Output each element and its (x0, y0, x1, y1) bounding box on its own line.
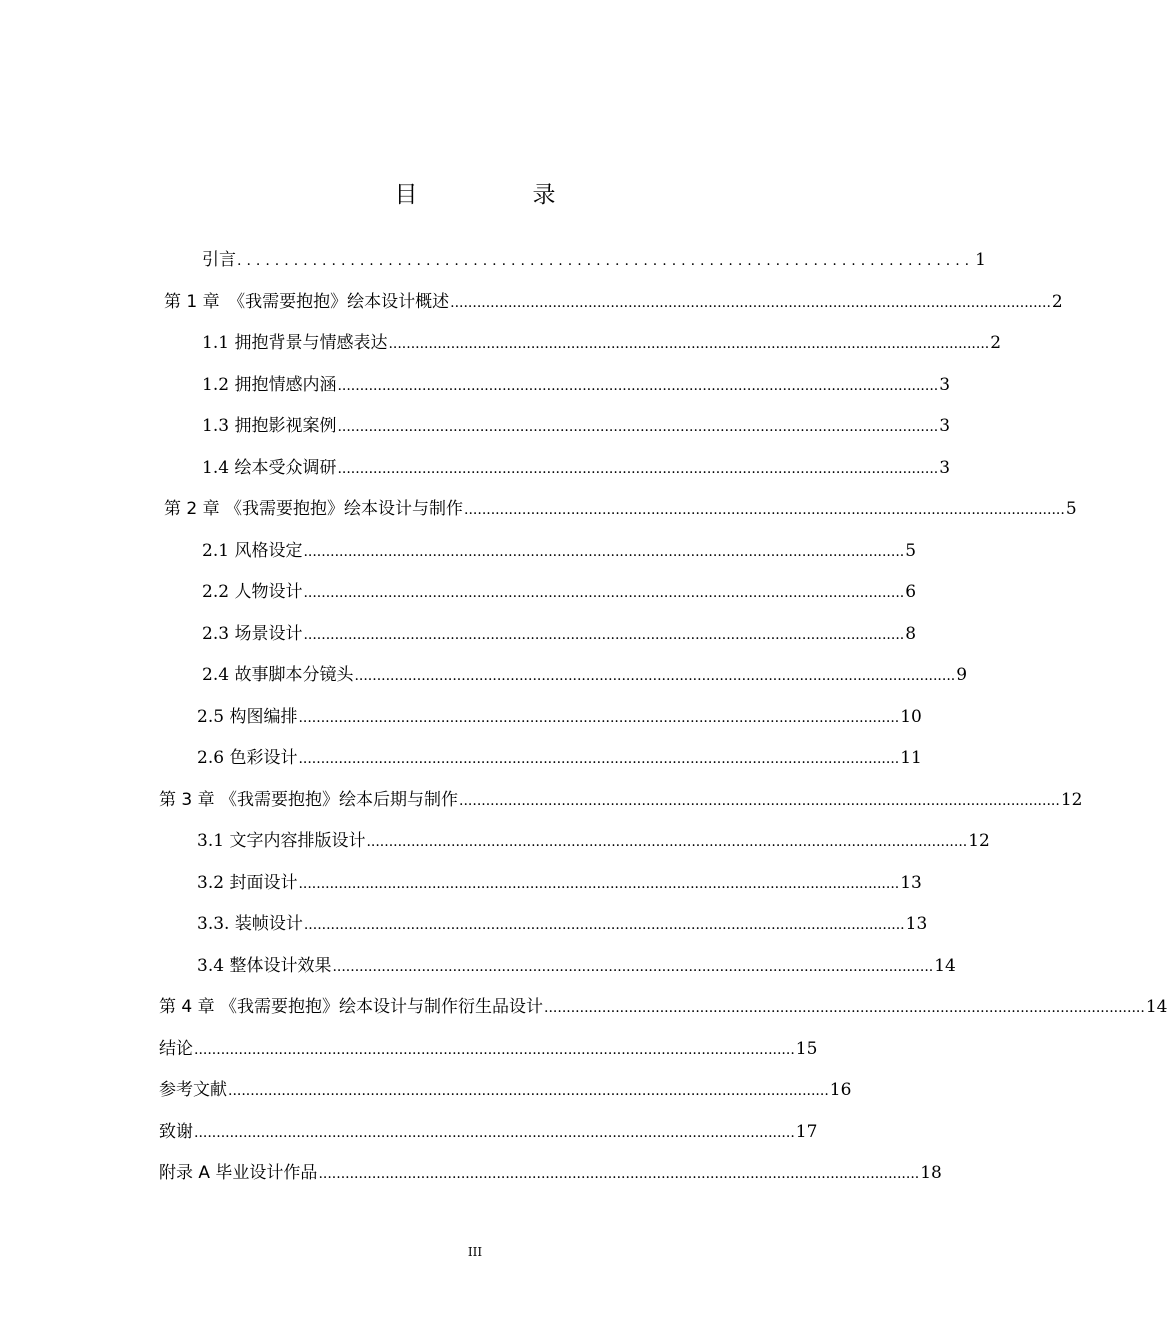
toc-entry-2-6[interactable] (197, 746, 922, 770)
toc-entry-label: 致谢 (159, 1122, 193, 1142)
toc-page-number: 17 (795, 1122, 818, 1142)
toc-entry-chapter-1[interactable] (164, 290, 1063, 314)
toc-page-number: 16 (829, 1080, 852, 1100)
toc-entry-appendix-a[interactable] (159, 1161, 942, 1185)
toc-entry-label: 1.1 拥抱背景与情感表达 (202, 333, 388, 353)
toc-page-number: 5 (1065, 499, 1077, 519)
toc-page-number: 12 (1060, 790, 1083, 810)
toc-entry-2-2[interactable] (202, 580, 917, 604)
toc-entry-label: 第 4 章 《我需要抱抱》绘本设计与制作衍生品设计 (159, 997, 544, 1017)
toc-leader: ....................................................................................................................................... (303, 917, 905, 933)
toc-page-number: 2 (990, 333, 1002, 353)
toc-entry-label: 3.2 封面设计 (197, 873, 298, 893)
toc-entry-label: 2.2 人物设计 (202, 582, 303, 602)
toc-page-number: 9 (956, 665, 968, 685)
toc-entry-label: 第 2 章 《我需要抱抱》绘本设计与制作 (164, 499, 464, 519)
toc-leader: ....................................................................................................................................... (318, 1166, 920, 1182)
toc-page-number: 14 (1145, 997, 1167, 1017)
toc-entry-label: 2.4 故事脚本分镜头 (202, 665, 354, 685)
toc-entry-3-3[interactable] (197, 912, 928, 936)
toc-leader: ....................................................................................................................................... (337, 419, 939, 435)
toc-entry-label: 附录 A 毕业设计作品 (159, 1163, 318, 1183)
toc-entry-chapter-3[interactable] (159, 788, 1083, 812)
toc-entry-2-1[interactable] (202, 539, 917, 563)
toc-leader: ....................................................................................................................................... (298, 876, 900, 892)
toc-entry-label: 1.3 拥抱影视案例 (202, 416, 337, 436)
toc-entry-label: 结论 (159, 1039, 193, 1059)
toc-entry-1-3[interactable] (202, 414, 951, 438)
toc-entry-1-4[interactable] (202, 456, 951, 480)
toc-entry-label: 第 3 章 《我需要抱抱》绘本后期与制作 (159, 790, 459, 810)
page-number-footer: III (467, 1245, 483, 1259)
toc-page-number: 2 (1051, 292, 1063, 312)
toc-leader: ....................................................................................................................................... (464, 502, 1065, 518)
toc-page-number: 10 (900, 707, 922, 727)
toc-page-number: 14 (934, 956, 956, 976)
toc-page-number: 12 (968, 831, 990, 851)
toc-page-number: 3 (939, 416, 951, 436)
toc-leader: ....................................................................................................................................... (194, 1125, 795, 1141)
toc-leader: ....................................................................................................................................... (337, 378, 939, 394)
toc-entry-label: 1.2 拥抱情感内涵 (202, 375, 337, 395)
toc-entry-2-5[interactable] (197, 705, 922, 729)
toc-entry-conclusion[interactable] (159, 1037, 818, 1061)
toc-leader: .............................................................................. (237, 253, 975, 269)
toc-entry-2-4[interactable] (202, 663, 968, 687)
toc-page-number: 13 (900, 873, 922, 893)
toc-entry-3-1[interactable] (197, 829, 990, 853)
toc-page-number: 18 (920, 1163, 942, 1183)
toc-leader: ....................................................................................................................................... (303, 627, 905, 643)
toc-entry-label: 3.3. 装帧设计 (197, 914, 303, 934)
toc-entry-label: 2.5 构图编排 (197, 707, 298, 727)
toc-page-number: 6 (905, 582, 917, 602)
toc-page-number: 1 (975, 250, 986, 270)
toc-entry-introduction[interactable] (202, 248, 986, 272)
toc-entry-chapter-4[interactable] (159, 995, 1167, 1019)
toc-leader: ....................................................................................................................................... (303, 585, 905, 601)
toc-leader: ....................................................................................................................................... (303, 544, 905, 560)
toc-entry-label: 第 1 章 《我需要抱抱》绘本设计概述 (164, 292, 450, 312)
toc-page-number: 8 (905, 624, 917, 644)
toc-entry-3-2[interactable] (197, 871, 922, 895)
toc-page-number: 15 (795, 1039, 818, 1059)
toc-leader: ....................................................................................................................................... (337, 461, 939, 477)
toc-entry-label: 3.4 整体设计效果 (197, 956, 332, 976)
toc-leader: ....................................................................................................................................... (298, 751, 900, 767)
toc-leader: ....................................................................................................................................... (450, 295, 1051, 311)
toc-leader: ....................................................................................................................................... (354, 668, 956, 684)
toc-entry-label: 参考文献 (159, 1080, 227, 1100)
page-title: 目 录 (394, 182, 602, 208)
toc-entry-label: 3.1 文字内容排版设计 (197, 831, 366, 851)
toc-entry-chapter-2[interactable] (164, 497, 1077, 521)
toc-leader: ....................................................................................................................................... (194, 1042, 795, 1058)
toc-entry-label: 2.6 色彩设计 (197, 748, 298, 768)
toc-leader: ....................................................................................................................................... (228, 1083, 829, 1099)
toc-entry-2-3[interactable] (202, 622, 917, 646)
toc-leader: ....................................................................................................................................... (459, 793, 1060, 809)
toc-page-number: 3 (939, 458, 951, 478)
toc-entry-1-2[interactable] (202, 373, 951, 397)
toc-page-number: 5 (905, 541, 917, 561)
toc-entry-3-4[interactable] (197, 954, 956, 978)
toc-entry-label: 1.4 绘本受众调研 (202, 458, 337, 478)
toc-entry-1-1[interactable] (202, 331, 1002, 355)
toc-page-number: 11 (900, 748, 922, 768)
toc-entry-label: 引言 (202, 250, 236, 270)
toc-leader: ....................................................................................................................................... (544, 1000, 1145, 1016)
toc-entry-acknowledgements[interactable] (159, 1120, 818, 1144)
toc-leader: ....................................................................................................................................... (366, 834, 968, 850)
toc-leader: ....................................................................................................................................... (298, 710, 900, 726)
toc-page-number: 3 (939, 375, 951, 395)
toc-leader: ....................................................................................................................................... (332, 959, 934, 975)
toc-leader: ....................................................................................................................................... (388, 336, 990, 352)
toc-entry-references[interactable] (159, 1078, 852, 1102)
toc-entry-label: 2.1 风格设定 (202, 541, 303, 561)
toc-page-number: 13 (905, 914, 928, 934)
toc-entry-label: 2.3 场景设计 (202, 624, 303, 644)
